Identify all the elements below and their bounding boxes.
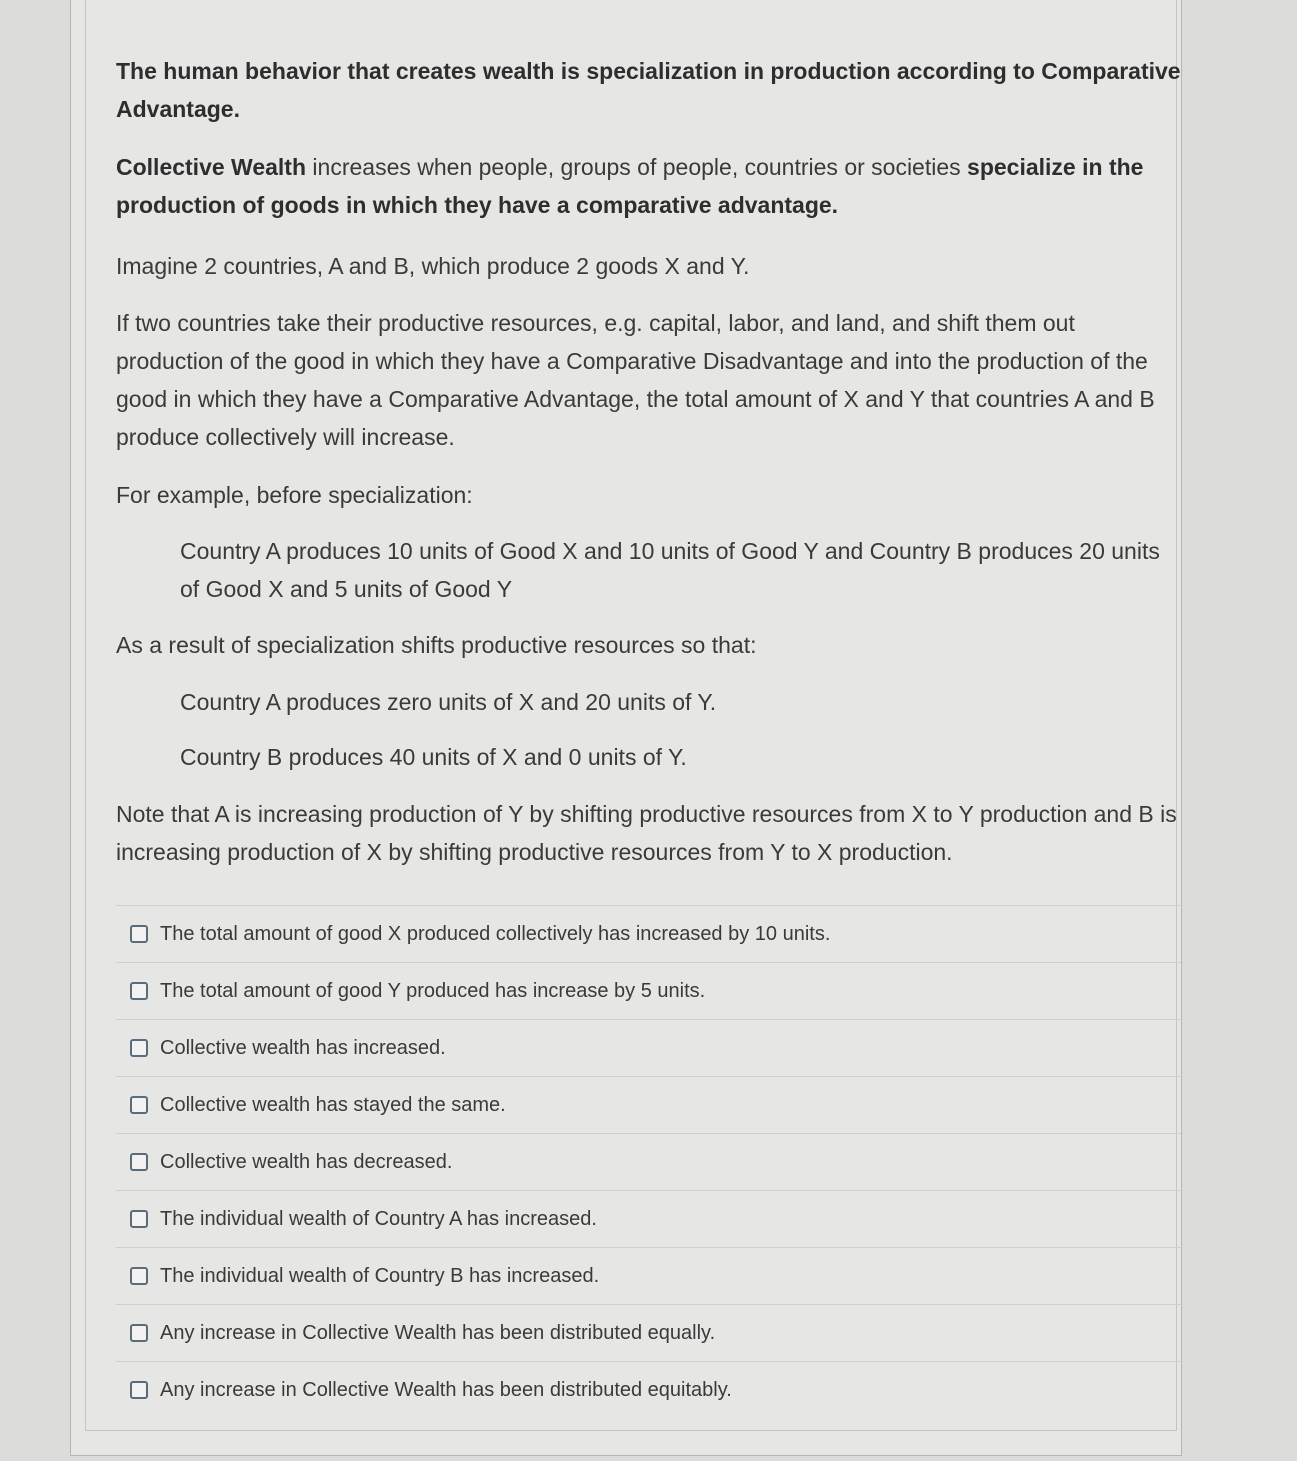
- option-label: The individual wealth of Country B has increased.: [160, 1264, 600, 1287]
- question-panel: [70, 0, 1182, 1456]
- example-paragraph: For example, before specialization:: [116, 482, 473, 508]
- checkbox[interactable]: [130, 925, 148, 943]
- checkbox[interactable]: [130, 1153, 148, 1171]
- intro-paragraph: [116, 52, 1186, 128]
- intro-bold: The human behavior that creates wealth is specialization in production according to Comparative Advantage.: [116, 58, 1181, 122]
- note-paragraph: Note that A is increasing production of Y by shifting productive resources from X to Y production and B is increasing production of X by shifting productive resources from Y to X production.: [116, 801, 1177, 865]
- option-label: Any increase in Collective Wealth has been distributed equally.: [160, 1321, 716, 1344]
- checkbox[interactable]: [130, 1381, 148, 1399]
- result-paragraph: As a result of specialization shifts productive resources so that:: [116, 632, 757, 658]
- country-a-paragraph: Country A produces zero units of X and 20 units of Y.: [180, 689, 717, 715]
- answer-option[interactable]: [116, 905, 1181, 962]
- answer-options: [116, 905, 1181, 1418]
- option-label: Collective wealth has stayed the same.: [160, 1093, 506, 1116]
- answer-option[interactable]: [116, 1076, 1181, 1133]
- answer-option[interactable]: [116, 1133, 1181, 1190]
- answer-option[interactable]: [116, 1190, 1181, 1247]
- cw-bold2: specialize in the production of goods in which they have a comparative advantage.: [116, 154, 1144, 218]
- answer-option[interactable]: [116, 1304, 1181, 1361]
- cw-bold: Collective Wealth: [116, 154, 307, 180]
- shift-paragraph: If two countries take their productive resources, e.g. capital, labor, and land, and shift them out production of the good in which they have a Comparative Disadvantage and into the production of the good in which they have a Comparative Advantage, the total amount of X and Y that countries A and B produce collectively will increase.: [116, 310, 1155, 450]
- cw-text: increases when people, groups of people, countries or societies: [306, 154, 968, 180]
- option-label: The individual wealth of Country A has increased.: [160, 1207, 597, 1230]
- answer-option[interactable]: [116, 1247, 1181, 1304]
- checkbox[interactable]: [130, 1039, 148, 1057]
- checkbox[interactable]: [130, 982, 148, 1000]
- answer-option[interactable]: [116, 962, 1181, 1019]
- checkbox[interactable]: [130, 1096, 148, 1114]
- answer-option[interactable]: [116, 1019, 1181, 1076]
- option-label: Collective wealth has decreased.: [160, 1150, 453, 1173]
- collective-wealth-paragraph: [116, 148, 1186, 224]
- imagine-paragraph: Imagine 2 countries, A and B, which produce 2 goods X and Y.: [116, 253, 750, 279]
- answer-option[interactable]: [116, 1361, 1181, 1418]
- checkbox[interactable]: [130, 1210, 148, 1228]
- option-label: The total amount of good X produced collectively has increased by 10 units.: [160, 922, 831, 945]
- checkbox[interactable]: [130, 1324, 148, 1342]
- checkbox[interactable]: [130, 1267, 148, 1285]
- option-label: The total amount of good Y produced has increase by 5 units.: [160, 979, 706, 1002]
- option-label: Any increase in Collective Wealth has been distributed equitably.: [160, 1378, 732, 1401]
- question-body: [85, 0, 1181, 1431]
- before-paragraph: Country A produces 10 units of Good X and 10 units of Good Y and Country B produces 20 units of Good X and 5 units of Good Y: [180, 538, 1160, 602]
- country-b-paragraph: Country B produces 40 units of X and 0 units of Y.: [180, 744, 687, 770]
- option-label: Collective wealth has increased.: [160, 1036, 446, 1059]
